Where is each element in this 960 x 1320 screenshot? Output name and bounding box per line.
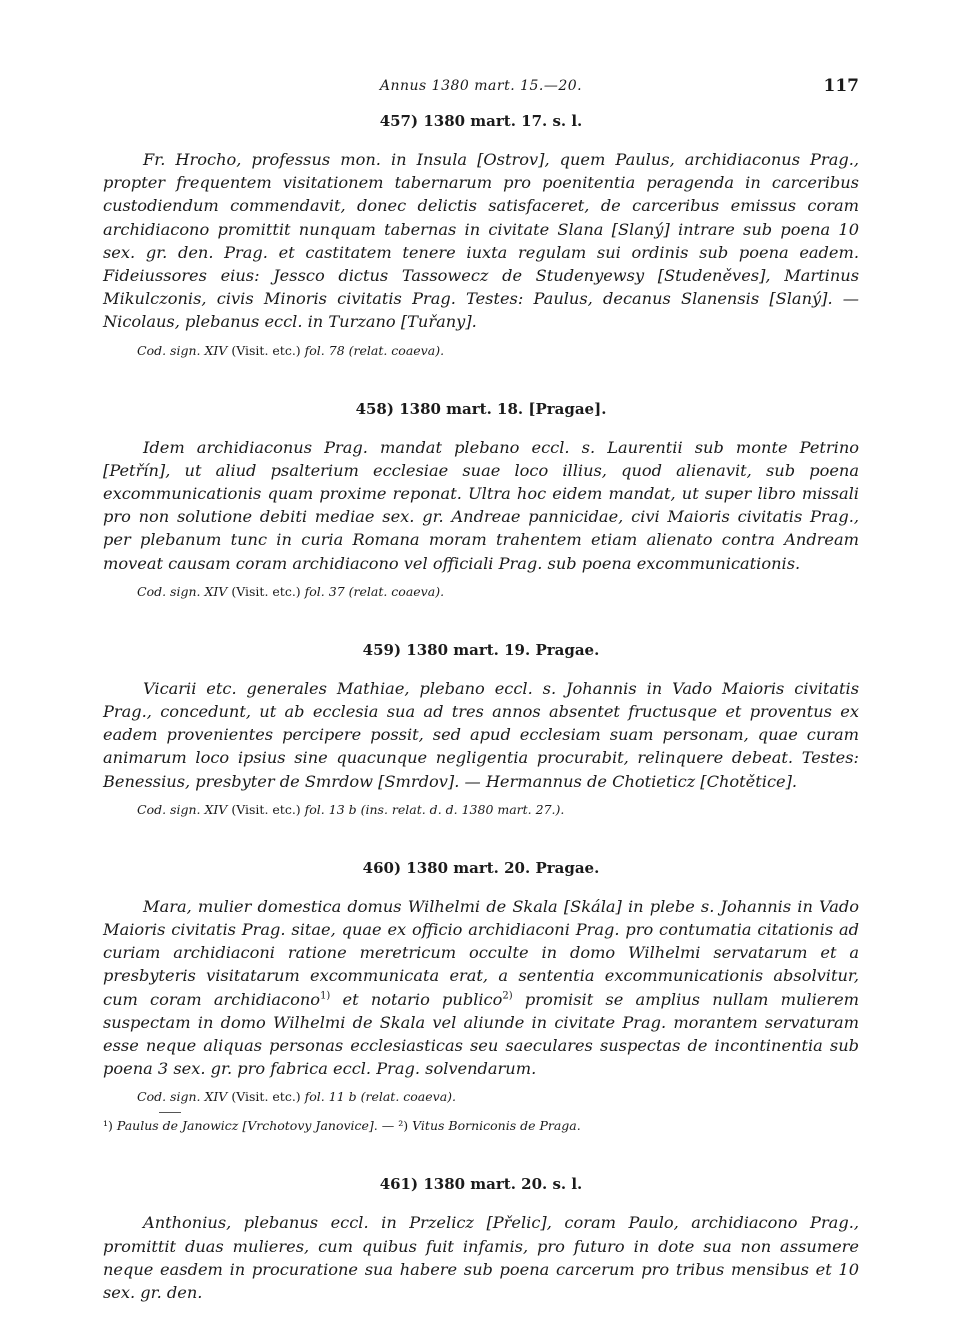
source-mid: (Visit. etc.) (231, 583, 301, 599)
source-tail: fol. 78 (relat. coaeva). (304, 342, 445, 358)
entry-heading: 459) 1380 mart. 19. Pragae. (362, 640, 600, 659)
source-sign: XIV (204, 801, 228, 817)
source-tail: fol. 11 b (relat. coaeva). (304, 1089, 457, 1105)
source-citation (137, 1089, 859, 1104)
document-page (103, 78, 859, 1304)
entry-text-part: Mara, mulier domestica domus Wilhelmi de Skala [Skála] in plebe s. Johannis in Vado Maioris civitatis Prag. sitae, quae ex officio archidiaconi Prag. pro contumatia citationis ad curiam archidiaconi ratione meretricum occulte in domo Wilhelmi servatarum et a presbyteris visitatarum excommunicata erat, a sententia excommunicationis absolvitur, cum coram archidiacono (103, 896, 859, 1009)
entry-text-part: et notario publico (330, 989, 503, 1009)
entry-text: Vicarii etc. generales Mathiae, plebano eccl. s. Johannis in Vado Maioris civitatis Prag., concedunt, ut ab ecclesia sua ad tres annos absentet fructusque et proventus ex eadem provenientes percipere possit, sed apud ecclesiam suam personam, quae curam animarum loco ipsius sine quacunque negligentia procurabit, relinquere debeat. Testes: Benessius, presbyter de Smrdow [Smrdov]. — Hermannus de Chotieticz [Chotětice]. (103, 678, 859, 791)
entry-458 (103, 400, 859, 599)
entry-heading: 457) 1380 mart. 17. s. l. (379, 112, 583, 130)
entry-459 (103, 641, 859, 817)
source-citation (137, 584, 859, 599)
running-head (103, 78, 859, 108)
source-prefix: Cod. sign. (137, 342, 201, 358)
footnotes (103, 1112, 859, 1133)
footnote-2-mark: ²) (398, 1118, 409, 1134)
footnote-ref-1: 1) (320, 990, 331, 1002)
footnote-2-text: Vitus Borniconis de Praga. (412, 1118, 581, 1134)
entry-460 (103, 859, 859, 1134)
source-mid: (Visit. etc.) (231, 342, 301, 358)
source-tail: fol. 13 b (ins. relat. d. d. 1380 mart. 27.). (304, 801, 565, 817)
source-mid: (Visit. etc.) (231, 801, 301, 817)
entry-heading: 460) 1380 mart. 20. Pragae. (362, 858, 600, 877)
entry-text-part: promisit se amplius nullam mulierem suspectam in domo Wilhelmi de Skala vel aliunde in civitate Prag. morantem servaturam esse neque aliquas personas ecclesiasticas seu saeculares suspectas de incontinentia sub poena 3 sex. gr. pro fabrica eccl. Prag. solvendarum. (103, 989, 860, 1079)
source-citation (137, 343, 859, 358)
entry-heading: 458) 1380 mart. 18. [Pragae]. (355, 399, 607, 418)
source-prefix: Cod. sign. (137, 1089, 201, 1105)
entry-heading: 461) 1380 mart. 20. s. l. (379, 1175, 583, 1194)
footnote-line (103, 1118, 859, 1133)
source-sign: XIV (204, 1089, 228, 1105)
source-prefix: Cod. sign. (137, 583, 201, 599)
source-citation (137, 802, 859, 817)
entry-461 (103, 1175, 859, 1304)
entry-457 (103, 112, 859, 358)
running-title: Annus 1380 mart. 15.—20. (379, 78, 583, 94)
footnote-1-text: Paulus de Janowicz [Vrchotovy Janovice]. — (116, 1118, 395, 1134)
source-tail: fol. 37 (relat. coaeva). (304, 583, 445, 599)
page-number: 117 (823, 76, 859, 96)
footnote-rule (159, 1112, 181, 1113)
source-mid: (Visit. etc.) (231, 1089, 301, 1105)
source-sign: XIV (204, 583, 228, 599)
entry-text: Fr. Hrocho, professus mon. in Insula [Ostrov], quem Paulus, archidiaconus Prag., propter frequentem visitationem tabernarum pro poenitentia peragenda in carceribus custodiendum commendavit, donec delictis satisfaceret, de carceribus emissus coram archidiacono promittit nunquam tabernas in civitate Slana [Slaný] intrare sub poena 10 sex. gr. den. Prag. et castitatem tenere iuxta regulam sui ordinis sub poena eadem. Fideiussores eius: Jessco dictus Tassowecz de Studenyewsy [Studeněves], Martinus Mikulczonis, civis Minoris civitatis Prag. Testes: Paulus, decanus Slanensis [Slaný]. — Nicolaus, plebanus eccl. in Turzano [Tuřany]. (103, 150, 859, 332)
entry-text: Idem archidiaconus Prag. mandat plebano eccl. s. Laurentii sub monte Petrino [Petřín], ut aliud psalterium ecclesiae suae loco illius, quod alienavit, sub poena excommunicationis quam proxime reponat. Ultra hoc eidem mandat, ut super libro missali pro non solutione debiti mediae sex. gr. Andreae pannicidae, civi Maioris civitatis Prag., per plebanum tunc in curia Romana moram trahentem etiam alienato contra Andream moveat causam coram archidiacono vel officiali Prag. sub poena excommunicationis. (103, 437, 859, 573)
footnote-ref-2: 2) (502, 990, 513, 1002)
source-sign: XIV (204, 342, 228, 358)
entry-text: Anthonius, plebanus eccl. in Przelicz [Přelic], coram Paulo, archidiacono Prag., promittit duas mulieres, cum quibus fuit infamis, pro futuro in dote sua non assumere neque easdem in procuratione sua habere sub poena carcerum pro tribus mensibus et 10 sex. gr. den. (103, 1213, 859, 1303)
entry-text (103, 895, 859, 1081)
source-prefix: Cod. sign. (137, 801, 201, 817)
footnote-1-mark: ¹) (103, 1118, 113, 1134)
